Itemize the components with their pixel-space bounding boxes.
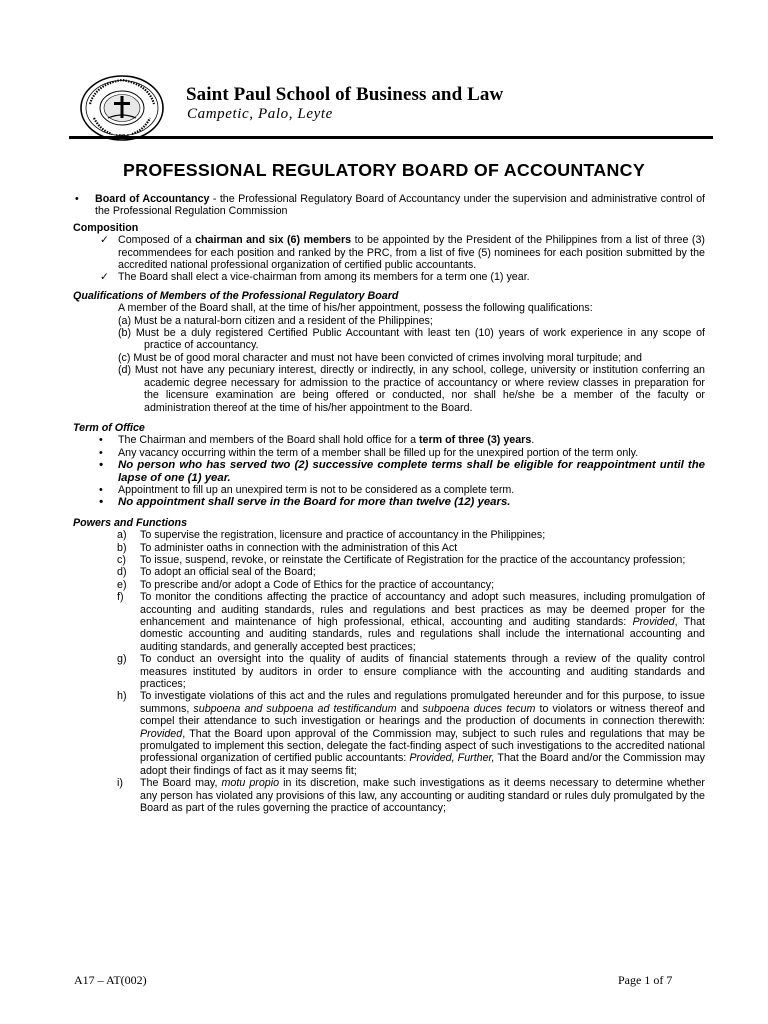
definition-text: - the Professional Regulatory Board of Accountancy under the supervision and administrative control of the Professional Regulation Commission xyxy=(95,193,705,218)
text: To prescribe and/or adopt a Code of Ethics for the practice of accountancy; xyxy=(140,578,495,591)
bullet-icon: • xyxy=(99,446,103,459)
list-marker: a) xyxy=(117,529,127,542)
text: in its discretion, make such investigations as it deems necessary to determine whether any person has violated any provisions of this law, any accounting or auditing standard or rules duly promulgated by the Board as part of the rules governing the practice of accountancy; xyxy=(140,777,705,815)
text: The Board shall elect a vice-chairman from among its members for a term one (1) year. xyxy=(118,271,530,284)
text: and xyxy=(396,702,423,715)
school-seal-icon xyxy=(78,74,166,142)
qualification-item: (d) Must not have any pecuniary interest, directly or indirectly, in any school, college, university or institution conferring an academic degree necessary for admission to the practice of accountancy or where review classes in preparation for the licensure examination are being offered or conducted, nor shall he/she be a member of the faculty or administration thereof at the time of his/her appointment to the Board. xyxy=(118,364,705,414)
power-item-c xyxy=(73,554,705,566)
school-location: Campetic, Palo, Leyte xyxy=(187,106,333,122)
list-marker: e) xyxy=(117,578,127,591)
list-marker: i) xyxy=(117,777,123,790)
section-heading-composition: Composition xyxy=(73,221,139,234)
text: to violators or witness thereof and compel their attendance to such investigation or hearings and the production of documents in connection therewith: xyxy=(140,702,706,728)
section-heading-powers: Powers and Functions xyxy=(73,516,188,529)
text: To administer oaths in connection with the administration of this Act xyxy=(140,541,458,554)
bullet-icon: • xyxy=(99,459,103,472)
definition-term: Board of Accountancy xyxy=(95,193,210,205)
list-marker: g) xyxy=(117,653,127,666)
document-body xyxy=(73,193,705,815)
list-marker: b) xyxy=(117,541,127,554)
text: The Chairman and members of the Board shall hold office for a xyxy=(118,434,419,447)
emphasis: Provided xyxy=(140,727,183,740)
qualification-item: (a) Must be a natural-born citizen and a resident of the Philippines; xyxy=(118,314,433,327)
list-marker: d) xyxy=(117,566,127,579)
text: , That the Board upon approval of the Commission may, subject to such rules and regulations that may be promulgated to implement this section, delegate the fact-finding aspect of such investigations to the accredited national professional organization of certified public accountants: xyxy=(140,727,705,765)
bullet-icon: • xyxy=(99,496,103,509)
qualification-item: (c) Must be of good moral character and must not have been convicted of crimes involving moral turpitude; and xyxy=(118,351,642,364)
text: That the Board and/or the Commission may adopt their findings of fact as it may seems fit; xyxy=(140,752,705,777)
text: The Board may, xyxy=(140,777,222,790)
text: To investigate violations of this act and the rules and regulations promulgated hereunder and for this purpose, to issue summons, xyxy=(140,690,705,715)
section-heading-term: Term of Office xyxy=(73,421,145,434)
qualification-item: (b) Must be a duly registered Certified Public Accountant with least ten (10) years of work experience in any scope of practice of accountancy. xyxy=(118,327,705,352)
emphasis: subpoena and subpoena ad testificandum xyxy=(193,702,397,715)
list-marker: c) xyxy=(117,553,126,566)
power-item-h xyxy=(73,690,705,777)
text: To supervise the registration, licensure and practice of accountancy in the Philippines; xyxy=(140,529,546,542)
term-item xyxy=(73,459,705,484)
emphasis: chairman and six (6) members xyxy=(195,234,352,247)
page-number: Page 1 of 7 xyxy=(618,973,673,987)
definition-item xyxy=(73,193,705,218)
bullet-icon: • xyxy=(99,434,103,447)
power-item-e xyxy=(73,579,705,591)
text: . xyxy=(531,434,535,447)
text: to be appointed by the President of the Philippines from a list of three (3) recommendees for each position and ranked by the PRC, from a list of five (5) nominees for each position submitted by the accredited national professional organization of certified public accountants. xyxy=(118,234,705,272)
letterhead xyxy=(72,70,712,140)
text: To issue, suspend, revoke, or reinstate the Certificate of Registration for the practice of the accountancy profession; xyxy=(140,553,686,566)
header-divider xyxy=(69,136,713,139)
term-item xyxy=(73,484,705,496)
emphasis: Provided, Further, xyxy=(409,752,495,765)
check-icon: ✓ xyxy=(100,234,109,247)
text: Appointment to fill up an unexpired term is not to be considered as a complete term. xyxy=(118,483,515,496)
text: To monitor the conditions affecting the practice of accountancy and adopt such measures, including promulgation of accounting and auditing standards, rules and regulations and best practices as may be deemed proper for the enhancement and maintenance of high professional, ethical, accounting and auditing standards: xyxy=(140,591,705,628)
text: , That domestic accounting and auditing standards, rules and regulations shall include the international accounting and auditing standards, and generally accepted best practices; xyxy=(140,616,705,653)
text: To conduct an oversight into the quality of audits of financial statements through a review of the quality control measures instituted by auditors in order to ensure compliance with the accounting and auditing standards and practices; xyxy=(140,653,705,691)
emphasis: motu propio xyxy=(221,777,280,790)
emphasis: Provided xyxy=(632,616,675,628)
text: Composed of a xyxy=(118,234,196,247)
text: To adopt an official seal of the Board; xyxy=(140,566,316,579)
power-item-b xyxy=(73,542,705,554)
power-item-f xyxy=(73,591,705,653)
bullet-icon: • xyxy=(99,483,103,496)
list-marker: f) xyxy=(117,591,124,604)
term-item xyxy=(73,447,705,459)
page-title: PROFESSIONAL REGULATORY BOARD OF ACCOUNTANCY xyxy=(123,160,645,180)
composition-item xyxy=(73,271,705,283)
power-item-g xyxy=(73,653,705,690)
emphasis: subpoena duces tecum xyxy=(422,702,536,715)
power-item-i xyxy=(73,777,705,814)
text: Any vacancy occurring within the term of a member shall be filled up for the unexpired portion of the term only. xyxy=(118,446,639,459)
text: No appointment shall serve in the Board for more than twelve (12) years. xyxy=(118,496,511,509)
section-heading-qualifications: Qualifications of Members of the Professional Regulatory Board xyxy=(73,289,399,302)
power-item-d xyxy=(73,566,705,578)
power-item-a xyxy=(73,529,705,541)
emphasis: term of three (3) years xyxy=(419,434,532,447)
document-code: A17 – AT(002) xyxy=(74,973,147,987)
qualifications-intro: A member of the Board shall, at the time of his/her appointment, possess the following qualifications: xyxy=(118,302,593,315)
bullet-icon: • xyxy=(75,193,79,205)
list-marker: h) xyxy=(117,690,127,703)
text: No person who has served two (2) successive complete terms shall be eligible for reappointment until the lapse of one (1) year. xyxy=(118,459,705,484)
composition-item xyxy=(73,234,705,271)
check-icon: ✓ xyxy=(100,271,109,284)
term-item xyxy=(73,434,705,446)
term-item xyxy=(73,496,705,508)
school-name: Saint Paul School of Business and Law xyxy=(186,84,504,105)
